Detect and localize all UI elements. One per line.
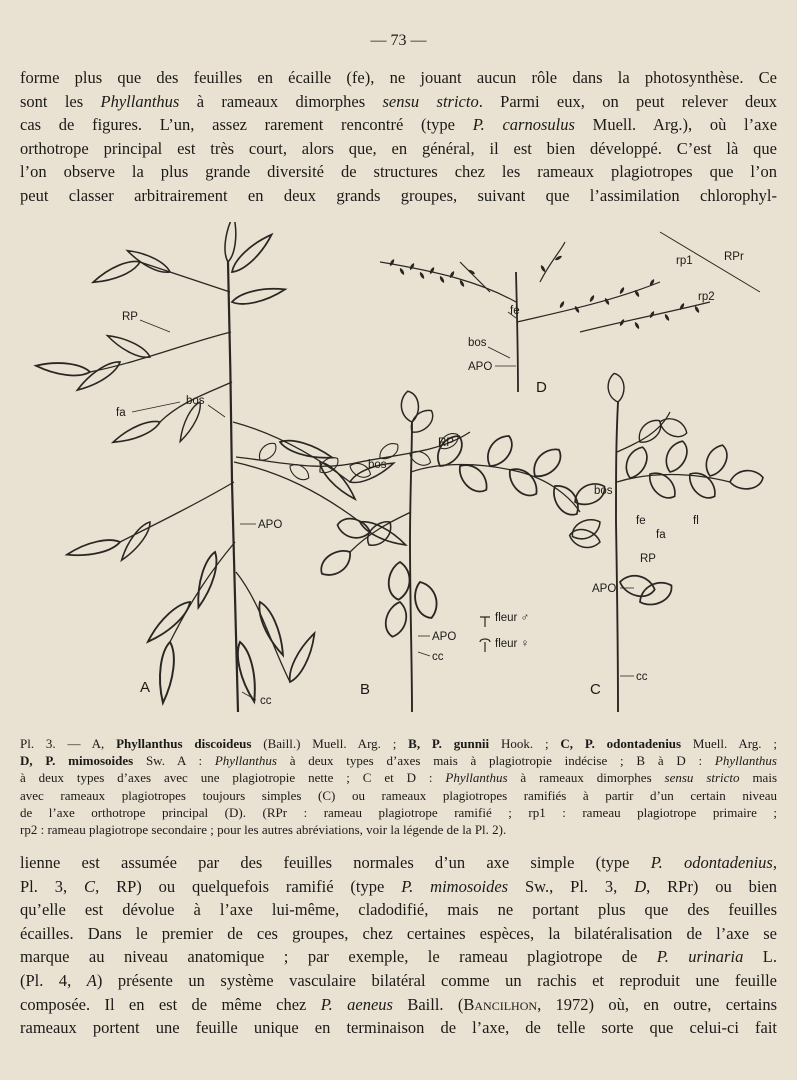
- flower-legend: [480, 617, 490, 652]
- label-fa-c: fa: [656, 529, 666, 541]
- page-number: — 73 —: [370, 32, 427, 49]
- plant-b-drawing: [316, 391, 609, 712]
- text-line: qu’elle est dévolue à l’axe lui-même, cladodifié, mais ne portant plus que des feuilles: [20, 900, 777, 920]
- label-fe-c: fe: [636, 515, 646, 527]
- plant-d-drawing: [380, 232, 760, 392]
- label-fl-c: fl: [693, 515, 699, 527]
- label-rp-c: RP: [640, 553, 656, 565]
- label-apo-d: APO: [468, 361, 493, 373]
- label-bos-a: bos: [186, 395, 205, 407]
- label-a: A: [140, 679, 151, 696]
- botanical-plate-figure: [20, 222, 777, 730]
- text-line: sont les Phyllanthus à rameaux dimorphes sensu stricto. Parmi eux, on peut relever deux: [20, 91, 778, 111]
- text-line: rameaux portent une feuille unique en terminaison de l’axe, de telle sorte que celui-ci fait: [20, 1018, 777, 1038]
- text-line: cas de figures. L’un, assez rarement rencontré (type P. carnosulus Muell. Arg.), où l’axe: [20, 115, 778, 135]
- text-line: (Pl. 4, A) présente un système vasculaire bilatéral comme un rachis et reproduit une feuille: [20, 970, 777, 990]
- label-fa-a: fa: [116, 407, 126, 419]
- label-b: B: [360, 681, 371, 698]
- label-apo-c: APO: [592, 583, 617, 595]
- label-c: C: [590, 681, 601, 698]
- figure-caption: [20, 735, 777, 838]
- body-paragraph-top: [20, 66, 777, 208]
- text-line: composée. Il en est de même chez P. aeneus Baill. (Bancilhon, 1972) où, en outre, certains: [20, 994, 777, 1014]
- label-cc-b: cc: [432, 651, 444, 663]
- text-line: marque au niveau anatomique ; par exemple, le rameau plagiotrope de P. urinaria L.: [20, 947, 777, 967]
- label-d: D: [536, 379, 547, 396]
- label-fleur-female: fleur ♀: [495, 638, 530, 650]
- label-rp-a: RP: [122, 311, 138, 323]
- caption-line: rp2 : rameau plagiotrope secondaire ; pour les autres abréviations, voir la légende de la Pl. 2).: [20, 822, 507, 838]
- label-rpr: RPr: [724, 251, 744, 263]
- label-fe-d: fe: [510, 305, 520, 317]
- label-cc-c: cc: [636, 671, 648, 683]
- label-rp-b: RP: [438, 437, 454, 449]
- caption-line: à deux types d’axes avec une plagiotropie nette ; C et D : Phyllanthus à rameaux dimorphes sensu stricto mais: [20, 770, 777, 786]
- caption-line: de l’axe orthotrope principal (D). (RPr : rameau plagiotrope ramifié ; rp1 : rameau plagiotrope primaire ;: [20, 804, 777, 820]
- plant-c-drawing: [567, 373, 763, 712]
- text-line: écailles. Dans le premier de ces groupes, chez certaines espèces, la bilatéralisation de l’axe se: [20, 923, 777, 943]
- text-line: Pl. 3, C, RP) ou quelquefois ramifié (type P. mimosoides Sw., Pl. 3, D, RPr) ou bien: [20, 876, 777, 896]
- caption-line: avec rameaux plagiotropes toujours simples (C) ou rameaux plagiotropes ramifiés à partir d’un certain niveau: [20, 787, 777, 803]
- label-rp2: rp2: [698, 291, 715, 303]
- text-line: lienne est assumée par des feuilles normales d’un axe simple (type P. odontadenius,: [20, 853, 777, 872]
- label-cc-a: cc: [260, 695, 272, 707]
- plant-a-drawing: [35, 222, 470, 712]
- label-fleur-male: fleur ♂: [495, 612, 530, 624]
- text-line: l’on observe la plus grande diversité de structures chez les rameaux plagiotropes que l’on: [20, 162, 777, 182]
- label-bos-b: bos: [368, 459, 387, 471]
- label-apo-b: APO: [432, 631, 457, 643]
- text-line: forme plus que des feuilles en écaille (fe), ne jouant aucun rôle dans la photosynthèse. Ce: [20, 68, 777, 87]
- caption-line: D, P. mimosoides Sw. A : Phyllanthus à deux types d’axes mais à plagiotropie indécise ; B à D : Phyllanthus: [20, 753, 777, 769]
- label-bos-c: bos: [594, 485, 613, 497]
- label-bos-d: bos: [468, 337, 487, 349]
- body-paragraph-bottom: [20, 851, 777, 1040]
- text-line: peut classer arbitrairement en deux grands groupes, suivant que l’assimilation chlorophyl-: [20, 185, 777, 205]
- caption-line: Pl. 3. — A, Phyllanthus discoideus (Baill.) Muell. Arg. ; B, P. gunnii Hook. ; C, P. odontadenius Muell. Arg. ;: [20, 736, 777, 751]
- text-line: orthotrope principal est très court, alors que, en général, il est bien développé. C’est là que: [20, 138, 777, 158]
- label-apo-a: APO: [258, 519, 283, 531]
- label-rp1: rp1: [676, 255, 693, 267]
